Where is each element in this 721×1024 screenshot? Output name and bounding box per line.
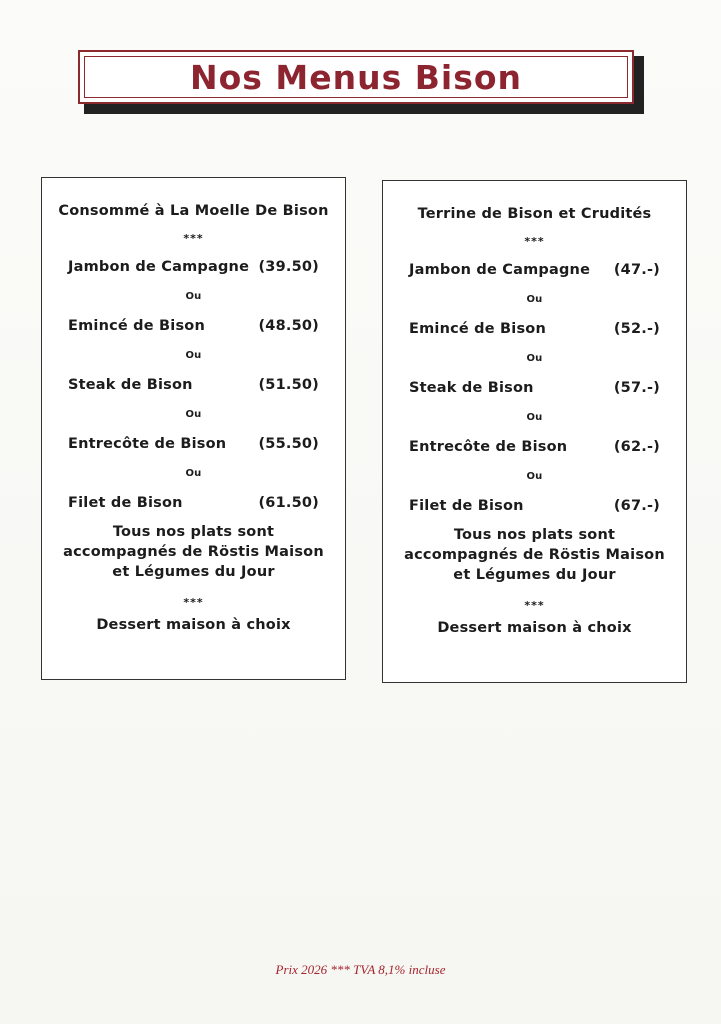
- dish-price: (51.50): [258, 377, 319, 393]
- page-title: Nos Menus Bison: [189, 57, 523, 97]
- side-dish-note: [383, 525, 686, 585]
- dessert: Dessert maison à choix: [96, 617, 291, 633]
- dish-price: (39.50): [258, 259, 319, 275]
- dish-price: (61.50): [258, 495, 319, 511]
- main-dish: [42, 492, 345, 514]
- dish-price: (47.-): [613, 262, 660, 278]
- or-label: Ou: [526, 294, 543, 305]
- dish-name: Jambon de Campagne: [409, 262, 591, 278]
- dish-name: Filet de Bison: [68, 495, 183, 511]
- separator-stars: ***: [524, 599, 545, 612]
- dish-name: Emincé de Bison: [409, 321, 546, 337]
- dish-name: Jambon de Campagne: [68, 259, 250, 275]
- separator-stars: ***: [183, 232, 204, 245]
- note-line: accompagnés de Röstis Maison: [63, 544, 324, 560]
- or-label: Ou: [526, 412, 543, 423]
- separator-stars: ***: [183, 596, 204, 609]
- separator-stars: ***: [524, 235, 545, 248]
- dish-price: (57.-): [613, 380, 660, 396]
- or-label: Ou: [526, 471, 543, 482]
- note-line: et Légumes du Jour: [453, 567, 616, 583]
- menu-card-right: [382, 180, 687, 683]
- or-label: Ou: [185, 350, 202, 361]
- price-footer: Prix 2026 *** TVA 8,1% incluse: [275, 962, 446, 977]
- or-label: Ou: [185, 291, 202, 302]
- dish-name: Emincé de Bison: [68, 318, 205, 334]
- dish-name: Filet de Bison: [409, 498, 524, 514]
- note-line: accompagnés de Röstis Maison: [404, 547, 665, 563]
- or-label: Ou: [526, 353, 543, 364]
- main-dish: [383, 259, 686, 281]
- dish-price: (62.-): [613, 439, 660, 455]
- main-dish: [383, 377, 686, 399]
- or-label: Ou: [185, 468, 202, 479]
- or-label: Ou: [185, 409, 202, 420]
- main-dish: [383, 436, 686, 458]
- main-dish: [383, 495, 686, 517]
- dish-name: Steak de Bison: [68, 377, 193, 393]
- note-line: Tous nos plats sont: [453, 527, 616, 543]
- main-dish: [42, 315, 345, 337]
- dish-price: (48.50): [258, 318, 319, 334]
- main-dish: [383, 318, 686, 340]
- dish-price: (55.50): [258, 436, 319, 452]
- dessert: Dessert maison à choix: [437, 620, 632, 636]
- title-inner-frame: [84, 56, 628, 98]
- main-dish: [42, 256, 345, 278]
- main-dish: [42, 433, 345, 455]
- dish-name: Entrecôte de Bison: [68, 436, 227, 452]
- menu-card-left: [41, 177, 346, 680]
- dish-name: Steak de Bison: [409, 380, 534, 396]
- note-line: Tous nos plats sont: [112, 524, 275, 540]
- first-course: Terrine de Bison et Crudités: [417, 206, 652, 222]
- side-dish-note: [42, 522, 345, 582]
- dish-price: (52.-): [613, 321, 660, 337]
- dish-name: Entrecôte de Bison: [409, 439, 568, 455]
- title-banner: [78, 50, 634, 104]
- first-course: Consommé à La Moelle De Bison: [58, 203, 329, 219]
- main-dish: [42, 374, 345, 396]
- note-line: et Légumes du Jour: [112, 564, 275, 580]
- dish-price: (67.-): [613, 498, 660, 514]
